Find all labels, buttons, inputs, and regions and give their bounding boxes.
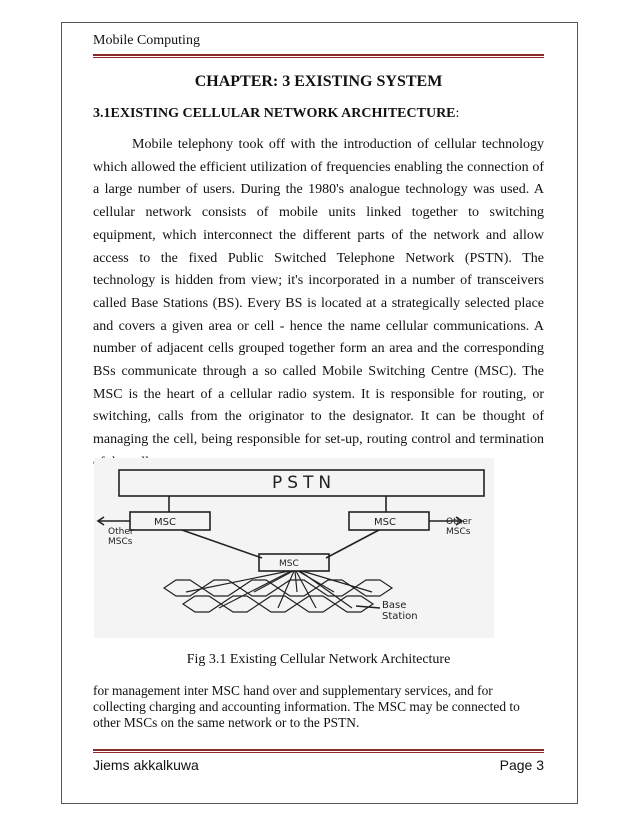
footer-institution: Jiems akkalkuwa xyxy=(93,757,199,773)
page-number: Page 3 xyxy=(499,757,544,773)
section-heading xyxy=(93,106,459,122)
network-architecture-figure xyxy=(94,458,494,638)
msc-to-bs-links xyxy=(186,571,372,608)
other-left-label-1: Other xyxy=(108,527,134,537)
other-right-label-1: Other xyxy=(446,517,472,527)
base-station-label-1: Base xyxy=(382,600,407,611)
msc-center-label: MSC xyxy=(279,559,299,569)
footer-rule xyxy=(93,749,544,753)
figure-caption: Fig 3.1 Existing Cellular Network Architecture xyxy=(186,652,451,667)
msc-right-center-link xyxy=(326,530,379,558)
msc-left-center-link xyxy=(182,530,262,558)
network-architecture-diagram xyxy=(94,458,494,638)
running-header: Mobile Computing xyxy=(93,33,200,48)
base-station-pointer xyxy=(356,606,380,608)
base-station-label-2: Station xyxy=(382,611,418,622)
body-paragraph: Mobile telephony took off with the introduction of cellular technology which allowed the efficient utilization of frequencies enabling the connection of a large number of users. During the 1980's analogue technology was used. A cellular network consists of mobile units linked together to switching equipment, which interconnect the different parts of the network and allow access to the fixed Public Switched Telephone Network (PSTN). The technology is hidden from view; it's incorporated in a number of transceivers called Base Stations (BS). Every BS is located at a strategically selected place and covers a given area or cell - hence the name cellular communications. A number of adjacent cells grouped together form an area and the corresponding BSs communicate through a so called Mobile Switching Centre (MSC). The MSC is the heart of a cellular radio system. It is responsible for routing, or switching, calls from the originator to the designator. It can be thought of managing the cell, being responsible for set-up, routing control and termination xyxy=(93,137,544,448)
msc-right-label: MSC xyxy=(374,517,396,528)
section-heading-colon: : xyxy=(455,106,460,121)
pstn-label: PSTN xyxy=(272,473,337,493)
tail-paragraph: for management inter MSC hand over and supplementary services, and for collecting charging and accounting information. The MSC may be connected to other MSCs on the same network or to the PSTN. xyxy=(93,683,520,730)
msc-left-label: MSC xyxy=(154,517,176,528)
section-heading-text: 3.1EXISTING CELLULAR NETWORK ARCHITECTURE xyxy=(93,106,456,121)
other-left-label-2: MSCs xyxy=(108,537,133,547)
other-right-label-2: MSCs xyxy=(446,527,471,537)
header-rule xyxy=(93,54,544,58)
chapter-title: CHAPTER: 3 EXISTING SYSTEM xyxy=(194,73,443,90)
